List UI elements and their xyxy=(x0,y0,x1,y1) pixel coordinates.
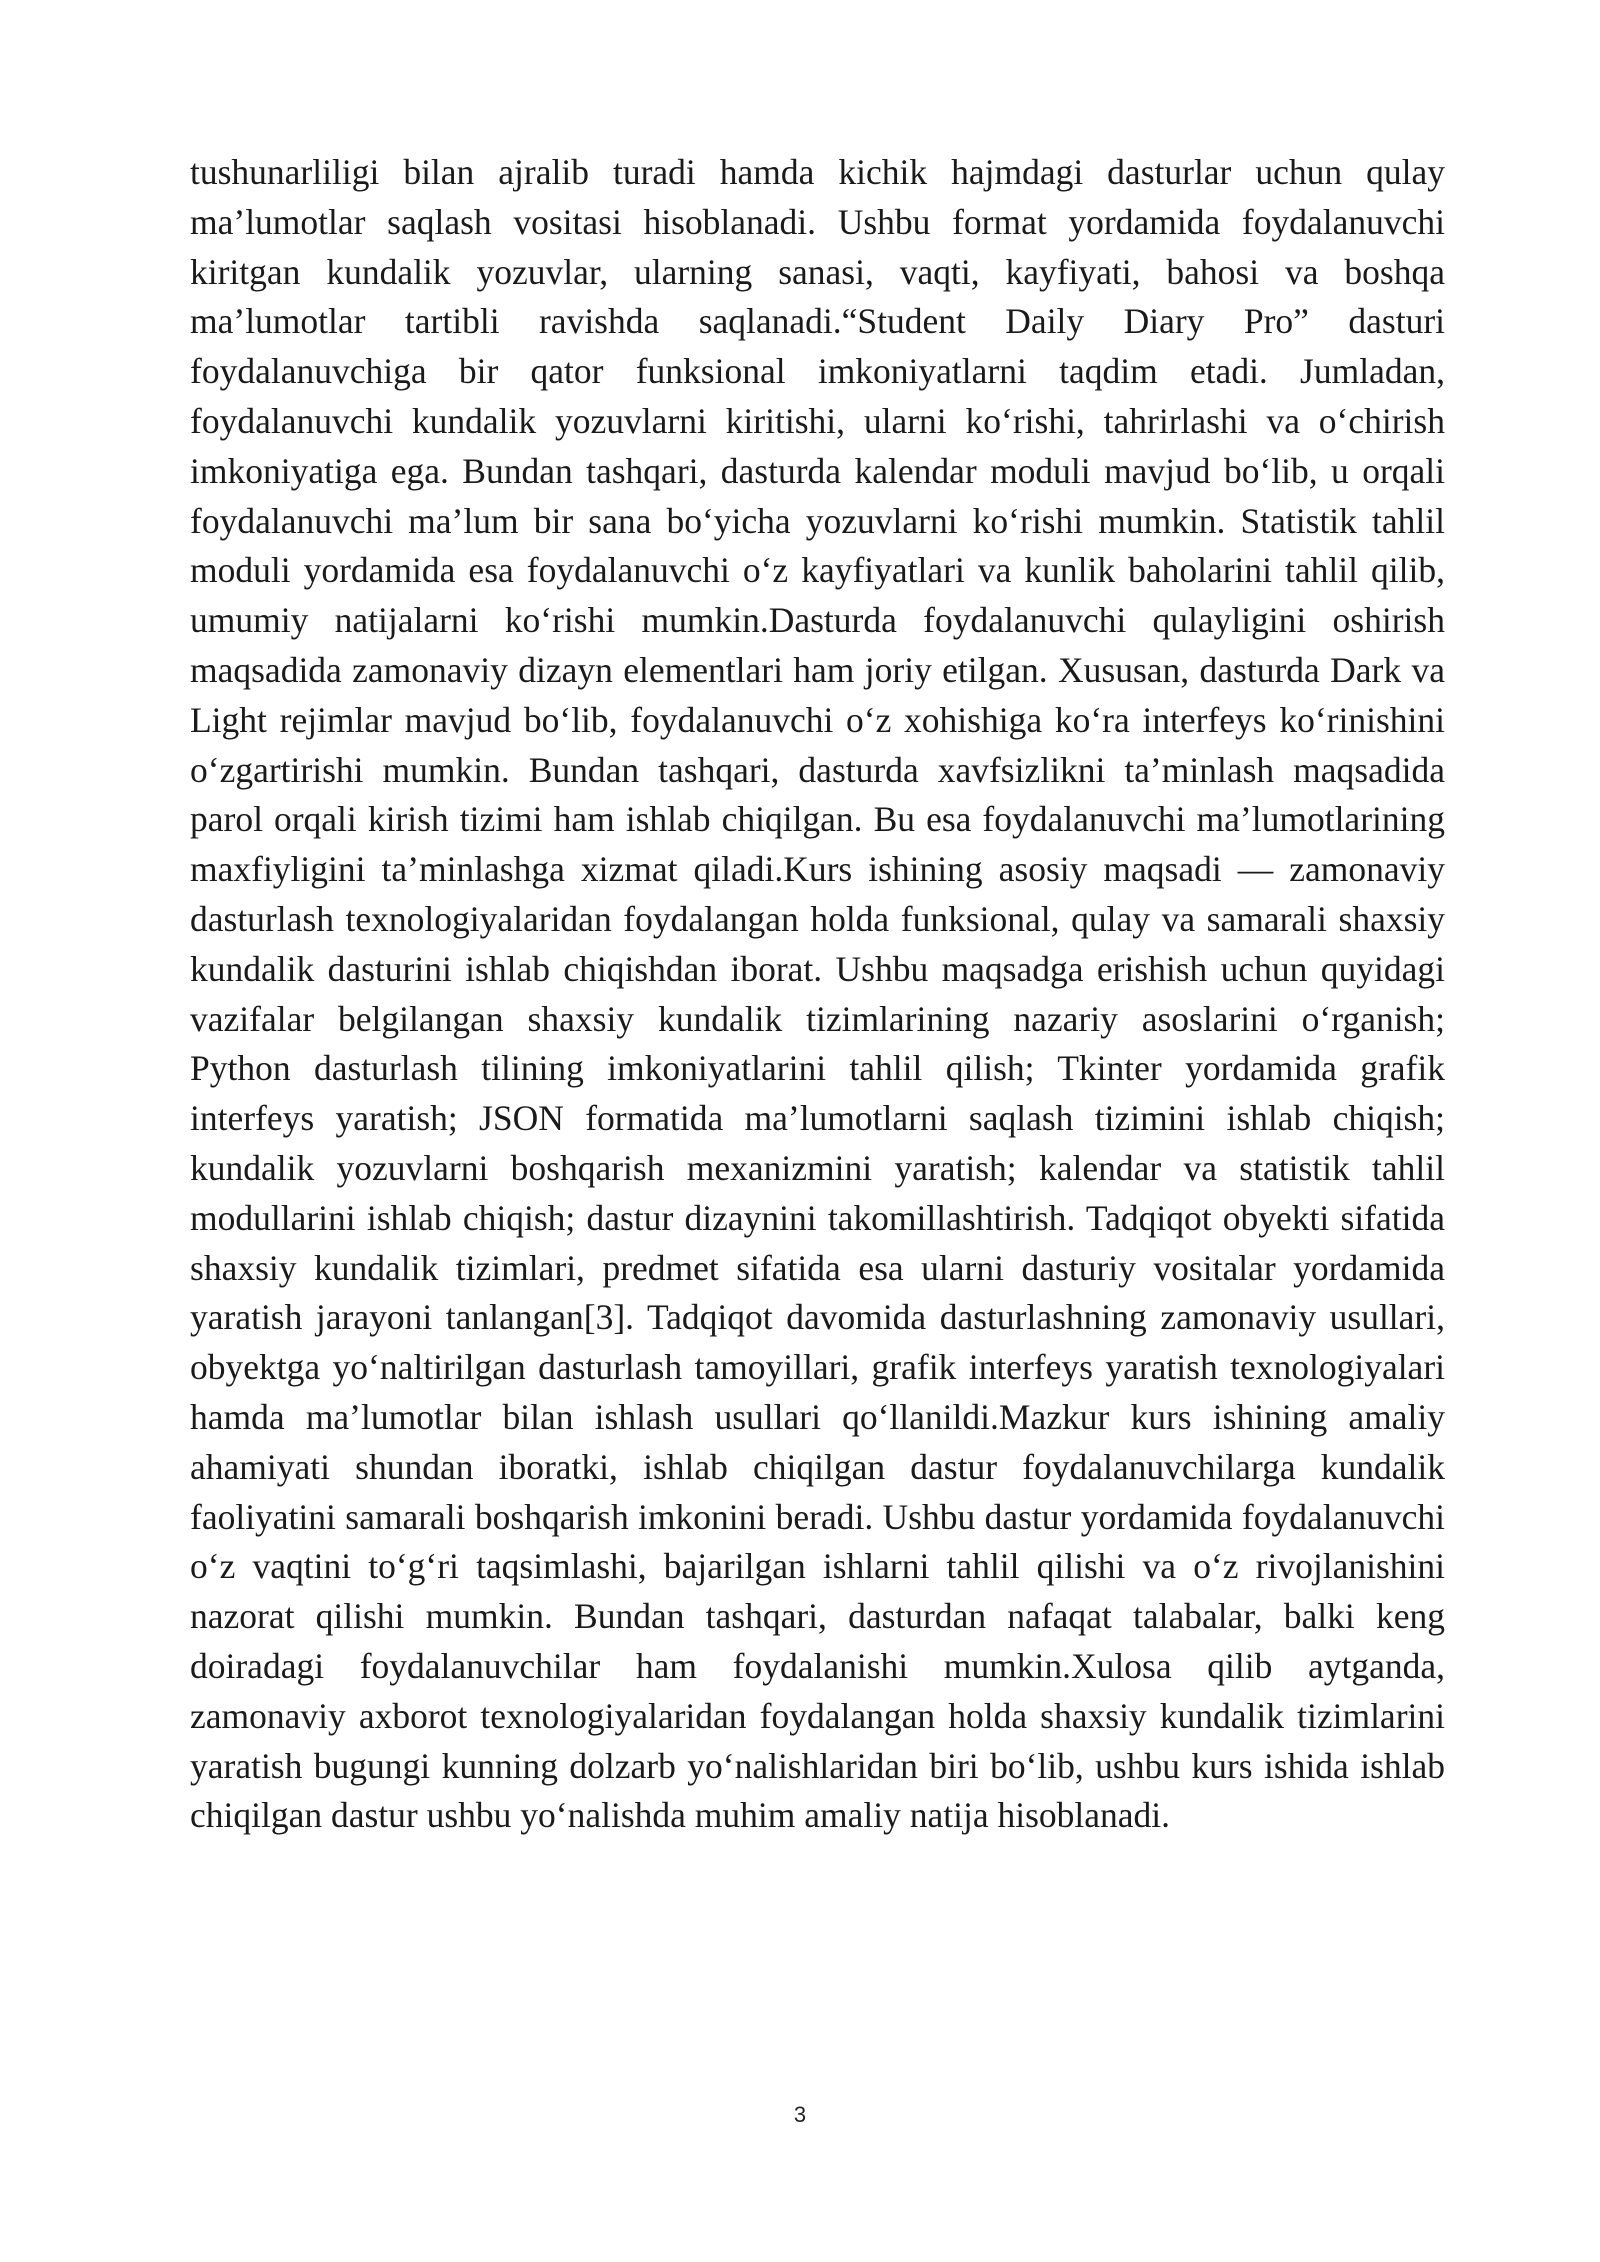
body-paragraph: tushunarliligi bilan ajralib turadi hamda kichik hajmdagi dasturlar uchun qulay ma’lumotlar saqlash vositasi hisoblanadi. Ushbu format yordamida foydalanuvchi kiritgan kundalik yozuvlar, ularning sanasi, vaqti, kayfiyati, bahosi va boshqa ma’lumotlar tartibli ravishda saqlanadi.“Student Daily Diary Pro” dasturi foydalanuvchiga bir qator funksional imkoniyatlarni taqdim etadi. Jumladan, foydalanuvchi kundalik yozuvlarni kiritishi, ularni ko‘rishi, tahrirlashi va o‘chirish imkoniyatiga ega. Bundan tashqari, dasturda kalendar moduli mavjud bo‘lib, u orqali foydalanuvchi ma’lum bir sana bo‘yicha yozuvlarni ko‘rishi mumkin. Statistik tahlil moduli yordamida esa foydalanuvchi o‘z kayfiyatlari va kunlik baholarini tahlil qilib, umumiy natijalarni ko‘rishi mumkin.Dasturda foydalanuvchi qulayligini oshirish maqsadida zamonaviy dizayn elementlari ham joriy etilgan. Xususan, dasturda Dark va Light rejimlar mavjud bo‘lib, foydalanuvchi o‘z xohishiga ko‘ra interfeys ko‘rinishini o‘zgartirishi mumkin. Bundan tashqari, dasturda xavfsizlikni ta’minlash maqsadida parol orqali kirish tizimi ham ishlab chiqilgan. Bu esa foydalanuvchi ma’lumotlarining maxfiyligini ta’minlashga xizmat qiladi.Kurs ishining asosiy maqsadi — zamonaviy dasturlash texnologiyalaridan foydalangan holda funksional, qulay va samarali shaxsiy kundalik dasturini ishlab chiqishdan iborat. Ushbu maqsadga erishish uchun quyidagi vazifalar belgilangan shaxsiy kundalik tizimlarining nazariy asoslarini o‘rganish; Python dasturlash tilining imkoniyatlarini tahlil qilish; Tkinter yordamida grafik interfeys yaratish; JSON formatida ma’lumotlarni saqlash tizimini ishlab chiqish; kundalik yozuvlarni boshqarish mexanizmini yaratish; kalendar va statistik tahlil modullarini ishlab chiqish; dastur dizaynini takomillashtirish. Tadqiqot obyekti sifatida shaxsiy kundalik tizimlari, predmet sifatida esa ularni dasturiy vositalar yordamida yaratish jarayoni tanlangan[3]. Tadqiqot davomida dasturlashning zamonaviy usullari, obyektga yo‘naltirilgan dasturlash tamoyillari, grafik interfeys yaratish texnologiyalari hamda ma’lumotlar bilan ishlash usullari qo‘llanildi.Mazkur kurs ishining amaliy ahamiyati shundan iboratki, ishlab chiqilgan dastur foydalanuvchilarga kundalik faoliyatini samarali boshqarish imkonini beradi. Ushbu dastur yordamida foydalanuvchi o‘z vaqtini to‘g‘ri taqsimlashi, bajarilgan ishlarni tahlil qilishi va o‘z rivojlanishini nazorat qilishi mumkin. Bundan tashqari, dasturdan nafaqat talabalar, balki keng doiradagi foydalanuvchilar ham foydalanishi mumkin.Xulosa qilib aytganda, zamonaviy axborot texnologiyalaridan foydalangan holda shaxsiy kundalik tizimlarini yaratish bugungi kunning dolzarb yo‘nalishlaridan biri bo‘lib, ushbu kurs ishida ishlab chiqilgan dastur ushbu yo‘nalishda muhim amaliy natija hisoblanadi. xyxy=(190,152,1445,1836)
page-number: 3 xyxy=(793,2102,807,2127)
